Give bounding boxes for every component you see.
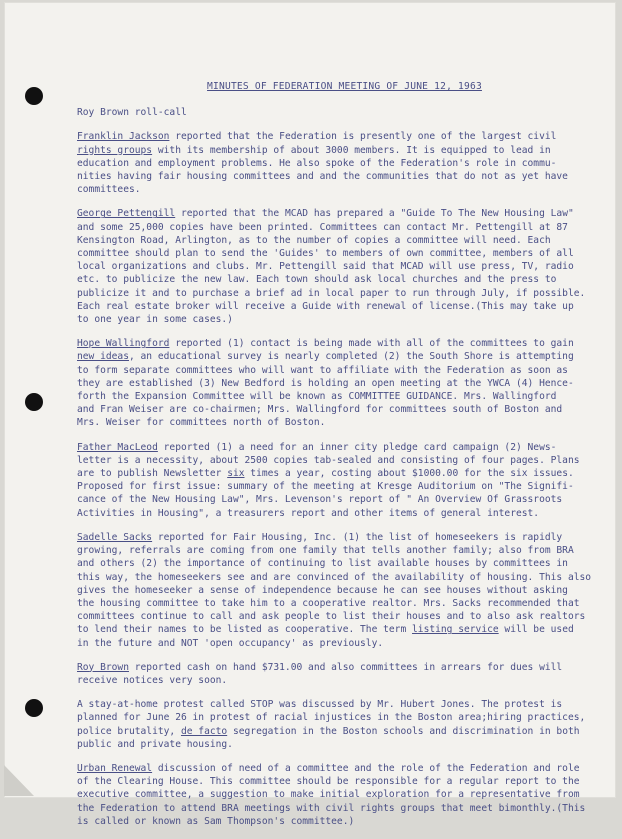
underlined-text: Father MacLeod [77,441,158,453]
underlined-text: George Pettengill [77,208,176,220]
paragraph-text: reported that the Federation is presently one of the largest civil [175,131,557,143]
paragraph [77,698,612,751]
folded-corner [4,765,34,796]
paragraph-text: reported for Fair Housing, Inc. (1) the list of homeseekers is rapidly growing, referrals are coming from one family that tells another family; also from BRA and others (2) the importance of continuing to list available houses by committees in this way, the homeseekers see and are convinced of the availability of housing. This also gives the homeseeker a sense of independence because he can see houses without asking the housing committee to take him to a cooperative realtor. Mrs. Sacks recommended that committees continue to call and ask people to list their houses and to also ask realtors to lend their names to be listed as cooperative. The term [77,531,592,636]
paragraph [77,207,612,326]
underlined-text: new ideas [77,351,129,363]
underlined-text: Franklin Jackson [77,131,170,143]
paragraph-text: times a year, costing about $1000.00 for the six issues. Proposed for first issue: summary of the meeting at Kresge Auditorium on "The Signifi- cance of the New Housing Law", Mrs. Levenson's report of " An Overview Of Grassroots Activities in Housing", a treasurers report and other items of general interest. [77,468,574,519]
paragraph-text: , an educational survey is nearly completed (2) the South Shore is attempting to form separate committees who will want to affiliate with the Federation as soon as they are established (3) New Bedford is holding an open meeting at the YWCA (4) Hence- forth the Expansion Committee will be known as COMMITTEE GUIDANCE. Mrs. Wallingford and Fran Weiser are co-chairmen; Mrs. Wallingford for committees south of Boston and Mrs. Weiser for committees north of Boston. [77,351,574,429]
paragraph [77,441,612,520]
underlined-text: de facto [180,725,228,737]
document-body [77,80,612,839]
paragraph-text: discussion of need of a committee and the role of the Federation and role of the Clearing House. This committee should be responsible for a regular report to the executive committee, a suggestion to make initial exploration for a representative from the Federation to attend BRA meetings with civil rights groups that meet bimonthly.(This is called or known as Sam Thompson's committee.) [77,762,586,827]
underlined-text: rights groups [77,144,153,156]
paragraph-text: Roy Brown [77,107,129,119]
underlined-text: Sadelle Sacks [77,531,153,543]
underlined-text: Roy Brown [77,661,129,673]
paragraph-text: with its membership of about 3000 members. It is equipped to lead in education and employment problems. He also spoke of the Federation's role in commu- nities having fair housing committees and and the communities that do not as yet have committees. [77,144,568,196]
document-title: MINUTES OF FEDERATION MEETING OF JUNE 12, 1963 [207,81,482,92]
punch-hole-bottom [25,699,43,717]
paragraph [77,337,612,429]
paragraph-text: reported (1) contact is being made with all of the committees to gain [175,338,574,350]
paragraph-text: reported (1) a need for an inner city pledge card campaign (2) News- letter is a necessity, about 2500 copies tab-sealed and consisting of four pages. Plans are to publish Newsletter [77,441,580,480]
paragraph-text: reported cash on hand $731.00 and also committees in arrears for dues will receive notices very soon. [77,661,563,686]
underlined-text: Urban Renewal [77,762,153,774]
paragraph-text: A stay-at-home protest called STOP was discussed by Mr. Hubert Jones. The protest is planned for June 26 in protest of racial injustices in the Boston area;hiring practices, police brutality, [77,699,586,737]
document-page [4,2,616,827]
paragraph-text: will be used in the future and NOT 'open occupancy' as previously. [77,624,574,649]
punch-hole-top [25,87,43,105]
paragraph-text: roll-call [128,107,187,119]
underlined-text: listing service [412,624,499,636]
punch-hole-middle [25,393,43,411]
paragraph [77,130,612,196]
paragraph [77,661,612,687]
underlined-text: Hope Wallingford [77,338,170,350]
paragraph-list [77,106,612,828]
paragraph [77,106,612,119]
underlined-text: six [227,468,245,480]
paragraph [77,762,612,828]
paragraph [77,531,612,650]
paragraph-text: segregation in the Boston schools and discrimination in both public and private housing. [77,725,580,750]
paragraph-text: reported that the MCAD has prepared a "Guide To The New Housing Law" and some 25,000 copies have been printed. Committees can contact Mr. Pettengill at 87 Kensington Road, Arlington, as to the number of copies a committee will need. Each committee should plan to send the 'Guides' to members of own committee, members of all local organizations and clubs. Mr. Pettengill said that MCAD will use press, TV, radio etc. to publicize the new law. Each town should ask local churches and the press to publicize it and to purchase a brief ad in local paper to run through July, if possible. Each real estate broker will receive a Guide with renewal of license.(This may take up to one year in some cases.) [77,208,586,326]
